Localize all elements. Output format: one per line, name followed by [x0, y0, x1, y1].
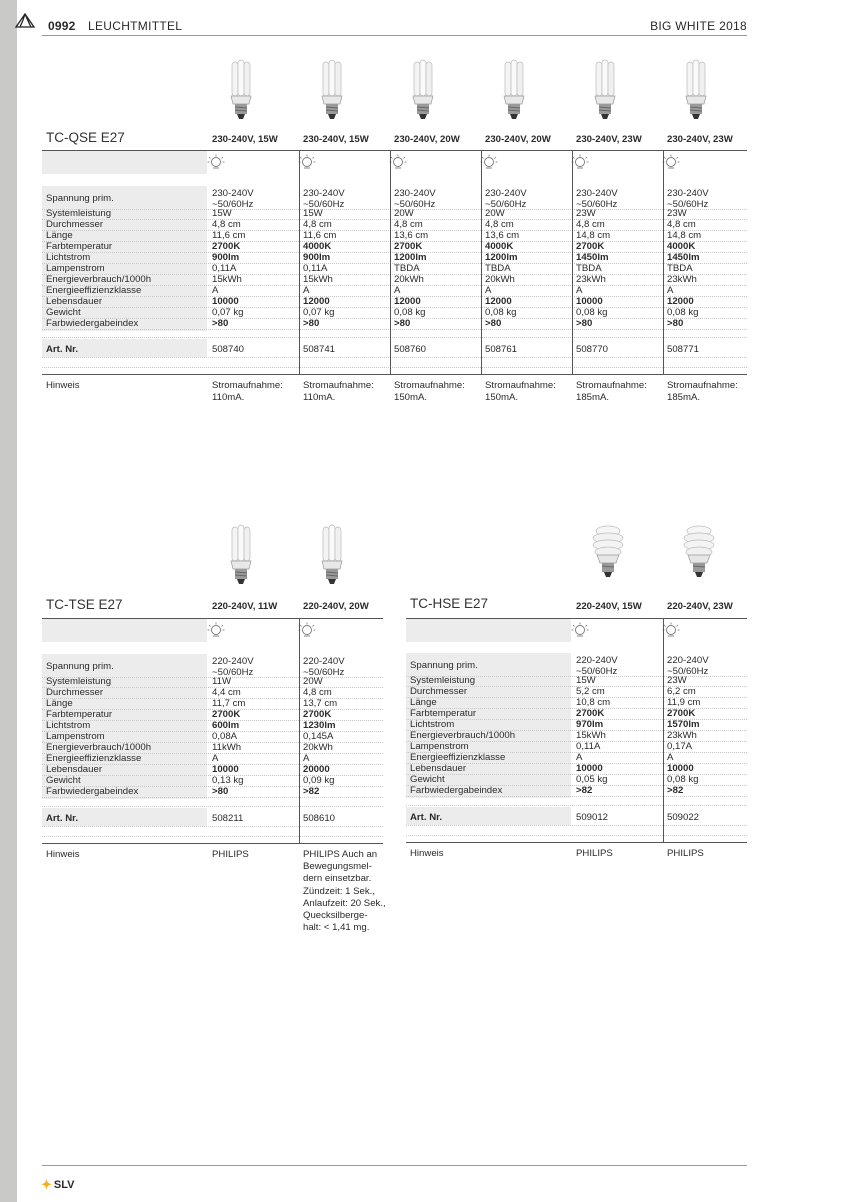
spec-value: 4,8 cm — [667, 219, 696, 230]
note-text: Stromaufnahme: 185mA. — [667, 380, 738, 404]
lamp-icon — [571, 622, 589, 637]
column-divider — [299, 150, 300, 374]
row-separator — [406, 835, 747, 837]
note-text: Stromaufnahme: 150mA. — [485, 380, 556, 404]
spec-label: Energieeffizienzklasse — [46, 753, 142, 764]
spec-value: 15kWh — [303, 274, 333, 285]
spec-label: Länge — [46, 230, 73, 241]
spec-value: 12000 — [667, 296, 694, 307]
spec-label: Gewicht — [410, 774, 445, 785]
spec-value: 10000 — [576, 296, 603, 307]
spiral-bulb-image — [679, 523, 719, 588]
stick-bulb-image — [315, 58, 349, 129]
icon-band — [406, 619, 571, 642]
column-divider — [663, 150, 664, 374]
note-text: Stromaufnahme: 150mA. — [394, 380, 465, 404]
spec-value: 14,8 cm — [667, 230, 702, 241]
row-separator — [42, 797, 383, 799]
spec-label: Systemleistung — [410, 675, 476, 686]
spec-value: 10000 — [212, 764, 239, 775]
lamp-icon — [662, 154, 680, 169]
spec-label: Lampenstrom — [410, 741, 469, 752]
art-number: 508610 — [303, 813, 336, 824]
spec-value: 600lm — [212, 720, 240, 731]
spec-value: 11W — [212, 676, 232, 687]
spec-value: 4,8 cm — [576, 219, 605, 230]
art-number: 508771 — [667, 344, 700, 355]
spec-value: 2700K — [667, 708, 696, 719]
spec-value: A — [303, 753, 310, 764]
brand-mark-icon: ✦ — [41, 1177, 52, 1192]
note-text: PHILIPS — [576, 848, 613, 859]
spec-value: 13,6 cm — [394, 230, 429, 241]
art-number: 509022 — [667, 812, 700, 823]
spec-label: Farbwiedergabeindex — [410, 785, 503, 796]
row-separator — [42, 806, 383, 808]
note-text: Stromaufnahme: 110mA. — [303, 380, 374, 404]
spec-label: Spannung prim. — [46, 661, 114, 672]
column-header: 220-240V, 11W — [212, 601, 278, 612]
spec-value: 970lm — [576, 719, 604, 730]
spec-value: 0,08 kg — [667, 774, 699, 785]
spec-label: Lebensdauer — [46, 296, 103, 307]
spec-value: 12000 — [394, 296, 421, 307]
spec-label: Durchmesser — [410, 686, 468, 697]
spec-value: A — [667, 285, 674, 296]
table-title: TC-QSE E27 — [46, 130, 125, 145]
spec-value: 0,07 kg — [212, 307, 244, 318]
row-separator — [406, 796, 747, 798]
spec-value: 15W — [576, 675, 596, 686]
art-number: 508741 — [303, 344, 336, 355]
spec-value: >80 — [576, 318, 593, 329]
spec-value: 20W — [485, 208, 505, 219]
spec-value: 4000K — [667, 241, 696, 252]
table-title: TC-HSE E27 — [410, 596, 489, 611]
spec-value: 20W — [394, 208, 414, 219]
spec-label: Farbwiedergabeindex — [46, 318, 139, 329]
spec-value: 1570lm — [667, 719, 700, 730]
spec-value: 4,8 cm — [303, 219, 332, 230]
section-title: LEUCHTMITTEL — [88, 19, 183, 33]
spec-label: Spannung prim. — [410, 660, 478, 671]
spec-value: 13,6 cm — [485, 230, 520, 241]
spec-label: Energieeffizienzklasse — [410, 752, 506, 763]
spec-value: 12000 — [485, 296, 512, 307]
art-number: 508761 — [485, 344, 518, 355]
art-number: 508211 — [212, 813, 244, 824]
spec-value: 0,05 kg — [576, 774, 608, 785]
spec-value: A — [485, 285, 492, 296]
spec-value: 0,11A — [303, 263, 328, 274]
spec-value: A — [212, 753, 219, 764]
spec-label: Lichtstrom — [46, 720, 91, 731]
spec-value: A — [303, 285, 310, 296]
spec-value: A — [394, 285, 401, 296]
column-divider — [663, 618, 664, 842]
spec-label: Energieeffizienzklasse — [46, 285, 142, 296]
note-text: Stromaufnahme: 185mA. — [576, 380, 647, 404]
lamp-icon — [298, 622, 316, 637]
spec-value: 20kWh — [394, 274, 424, 285]
spec-value: 230-240V ~50/60Hz — [576, 188, 618, 210]
spec-value: TBDA — [667, 263, 693, 274]
art-number: 508740 — [212, 344, 245, 355]
lamp-icon — [662, 622, 680, 637]
spec-value: A — [576, 285, 583, 296]
spec-value: 23W — [576, 208, 596, 219]
spec-value: >80 — [303, 318, 320, 329]
spec-label: Energieverbrauch/1000h — [46, 274, 152, 285]
spec-label: Lampenstrom — [46, 731, 105, 742]
spec-value: 220-240V ~50/60Hz — [212, 656, 254, 678]
spiral-bulb-image — [588, 523, 628, 588]
spec-value: 20kWh — [485, 274, 515, 285]
column-divider — [481, 150, 482, 374]
row-separator — [406, 805, 747, 807]
spec-value: A — [576, 752, 583, 763]
spec-value: 1450lm — [576, 252, 609, 263]
spec-value: 23kWh — [667, 730, 697, 741]
art-number: 509012 — [576, 812, 609, 823]
column-header: 230-240V, 20W — [485, 134, 551, 145]
spec-label: Farbwiedergabeindex — [46, 786, 139, 797]
spec-value: >80 — [394, 318, 411, 329]
note-text: PHILIPS — [667, 848, 704, 859]
spec-value: 12000 — [303, 296, 330, 307]
spec-value: 20W — [303, 676, 323, 687]
spec-value: 0,17A — [667, 741, 693, 752]
spec-label: Länge — [410, 697, 437, 708]
column-header: 220-240V, 15W — [576, 601, 642, 612]
spec-value: 11,6 cm — [303, 230, 337, 241]
column-header: 220-240V, 20W — [303, 601, 369, 612]
stick-bulb-image — [224, 523, 258, 594]
lamp-icon — [389, 154, 407, 169]
spec-value: 0,08A — [212, 731, 238, 742]
spec-value: TBDA — [394, 263, 420, 274]
spec-value: 11,6 cm — [212, 230, 246, 241]
spec-value: 15W — [212, 208, 232, 219]
spec-value: 0,08 kg — [485, 307, 517, 318]
row-separator — [406, 825, 747, 827]
row-separator — [42, 367, 747, 369]
spec-value: 2700K — [212, 241, 241, 252]
spec-value: 23kWh — [667, 274, 697, 285]
spec-value: 11,7 cm — [212, 698, 246, 709]
lamp-icon — [298, 154, 316, 169]
corner-logo-icon — [14, 12, 36, 30]
spec-value: 1230lm — [303, 720, 336, 731]
spec-value: 0,09 kg — [303, 775, 335, 786]
spec-value: 20000 — [303, 764, 330, 775]
spec-value: 230-240V ~50/60Hz — [394, 188, 436, 210]
spec-value: 230-240V ~50/60Hz — [485, 188, 527, 210]
spec-label: Energieverbrauch/1000h — [410, 730, 516, 741]
spec-value: 0,13 kg — [212, 775, 244, 786]
spec-label: Farbtemperatur — [410, 708, 477, 719]
column-divider — [299, 618, 300, 843]
note-rule — [42, 374, 747, 375]
column-header: 230-240V, 23W — [576, 134, 642, 145]
spec-value: 230-240V ~50/60Hz — [212, 188, 254, 210]
spec-value: 23W — [667, 208, 687, 219]
row-separator — [42, 826, 383, 828]
spec-value: >80 — [667, 318, 684, 329]
spec-value: 15kWh — [576, 730, 606, 741]
note-label: Hinweis — [46, 380, 80, 391]
note-label: Hinweis — [46, 849, 80, 860]
spec-value: 0,11A — [576, 741, 601, 752]
lamp-icon — [480, 154, 498, 169]
spec-value: 4,8 cm — [394, 219, 423, 230]
column-header: 220-240V, 23W — [667, 601, 733, 612]
spec-value: TBDA — [485, 263, 511, 274]
spec-value: 900lm — [212, 252, 240, 263]
lamp-icon — [571, 154, 589, 169]
spec-value: 23kWh — [576, 274, 606, 285]
spec-value: >80 — [212, 786, 229, 797]
spec-value: 0,08 kg — [394, 307, 426, 318]
spec-label: Energieverbrauch/1000h — [46, 742, 152, 753]
spec-value: 4000K — [485, 241, 514, 252]
column-divider — [572, 150, 573, 374]
spec-value: 2700K — [212, 709, 241, 720]
spec-value: 4,8 cm — [485, 219, 514, 230]
column-divider — [390, 150, 391, 374]
spec-value: >80 — [212, 318, 229, 329]
art-nr-label: Art. Nr. — [410, 812, 442, 823]
spec-value: 0,145A — [303, 731, 334, 742]
spec-label: Systemleistung — [46, 676, 112, 687]
spec-value: 11kWh — [212, 742, 242, 753]
brand-logo — [41, 1177, 74, 1193]
footer-rule — [42, 1165, 747, 1166]
note-rule — [406, 842, 747, 843]
spec-value: 6,2 cm — [667, 686, 696, 697]
stick-bulb-image — [315, 523, 349, 594]
spec-value: 900lm — [303, 252, 331, 263]
spec-value: >82 — [576, 785, 593, 796]
spec-value: 220-240V ~50/60Hz — [303, 656, 345, 678]
spec-label: Lebensdauer — [410, 763, 467, 774]
stick-bulb-image — [406, 58, 440, 129]
row-separator — [42, 836, 383, 838]
spec-value: 2700K — [303, 709, 332, 720]
note-text: Stromaufnahme: 110mA. — [212, 380, 283, 404]
spec-value: >82 — [303, 786, 320, 797]
spec-value: 230-240V ~50/60Hz — [667, 188, 709, 210]
spec-value: 15W — [303, 208, 323, 219]
brand-name: SLV — [53, 1179, 75, 1191]
spec-value: A — [212, 285, 219, 296]
page-number: 0992 — [48, 19, 76, 33]
icon-band — [42, 151, 207, 174]
spec-value: A — [667, 752, 674, 763]
spec-label: Gewicht — [46, 775, 81, 786]
page-sidebar — [0, 0, 17, 1202]
spec-value: 4000K — [303, 241, 332, 252]
spec-label: Gewicht — [46, 307, 81, 318]
spec-label: Lebensdauer — [46, 764, 103, 775]
column-header: 230-240V, 15W — [303, 134, 369, 145]
spec-value: 230-240V ~50/60Hz — [303, 188, 345, 210]
spec-value: 10000 — [667, 763, 694, 774]
spec-value: 4,4 cm — [212, 687, 241, 698]
spec-value: 1200lm — [485, 252, 518, 263]
spec-label: Lampenstrom — [46, 263, 105, 274]
stick-bulb-image — [224, 58, 258, 129]
art-nr-label: Art. Nr. — [46, 344, 78, 355]
stick-bulb-image — [679, 58, 713, 129]
spec-value: 220-240V ~50/60Hz — [667, 655, 709, 677]
note-text: PHILIPS — [212, 849, 249, 860]
spec-value: 1450lm — [667, 252, 700, 263]
row-separator — [42, 357, 747, 359]
header-rule — [42, 35, 747, 36]
spec-value: 10000 — [212, 296, 239, 307]
spec-value: 14,8 cm — [576, 230, 611, 241]
lamp-icon — [207, 622, 225, 637]
note-text: PHILIPS Auch an Bewegungsmel- dern einsetzbar. Zündzeit: 1 Sek., Anlaufzeit: 20 Sek., Quecksilberge- halt: < 1,41 mg. — [303, 849, 386, 934]
spec-value: >80 — [485, 318, 502, 329]
spec-label: Farbtemperatur — [46, 709, 113, 720]
spec-label: Spannung prim. — [46, 193, 114, 204]
spec-value: >82 — [667, 785, 684, 796]
spec-label: Durchmesser — [46, 219, 104, 230]
spec-label: Lichtstrom — [410, 719, 455, 730]
note-label: Hinweis — [410, 848, 444, 859]
spec-value: 0,08 kg — [576, 307, 608, 318]
spec-value: TBDA — [576, 263, 602, 274]
spec-value: 5,2 cm — [576, 686, 605, 697]
spec-label: Durchmesser — [46, 687, 104, 698]
spec-value: 10000 — [576, 763, 603, 774]
art-number: 508760 — [394, 344, 427, 355]
note-rule — [42, 843, 383, 844]
spec-value: 1200lm — [394, 252, 427, 263]
spec-value: 10,8 cm — [576, 697, 611, 708]
spec-value: 2700K — [576, 708, 605, 719]
spec-label: Lichtstrom — [46, 252, 91, 263]
lamp-icon — [207, 154, 225, 169]
art-nr-label: Art. Nr. — [46, 813, 78, 824]
column-header: 230-240V, 20W — [394, 134, 460, 145]
spec-value: 11,9 cm — [667, 697, 701, 708]
row-separator — [42, 337, 747, 339]
column-header: 230-240V, 23W — [667, 134, 733, 145]
spec-value: 220-240V ~50/60Hz — [576, 655, 618, 677]
spec-value: 4,8 cm — [212, 219, 241, 230]
table-title: TC-TSE E27 — [46, 597, 123, 612]
spec-value: 0,07 kg — [303, 307, 335, 318]
catalog-title: BIG WHITE 2018 — [650, 19, 747, 33]
spec-value: 0,11A — [212, 263, 237, 274]
icon-band — [42, 619, 207, 642]
spec-label: Farbtemperatur — [46, 241, 113, 252]
art-number: 508770 — [576, 344, 609, 355]
spec-value: 2700K — [394, 241, 423, 252]
spec-value: 15kWh — [212, 274, 242, 285]
stick-bulb-image — [497, 58, 531, 129]
spec-value: 20kWh — [303, 742, 333, 753]
spec-value: 13,7 cm — [303, 698, 338, 709]
column-header: 230-240V, 15W — [212, 134, 278, 145]
spec-value: 23W — [667, 675, 687, 686]
stick-bulb-image — [588, 58, 622, 129]
spec-label: Systemleistung — [46, 208, 112, 219]
row-separator — [42, 329, 747, 331]
spec-label: Länge — [46, 698, 73, 709]
spec-value: 0,08 kg — [667, 307, 699, 318]
spec-value: 4,8 cm — [303, 687, 332, 698]
spec-value: 2700K — [576, 241, 605, 252]
